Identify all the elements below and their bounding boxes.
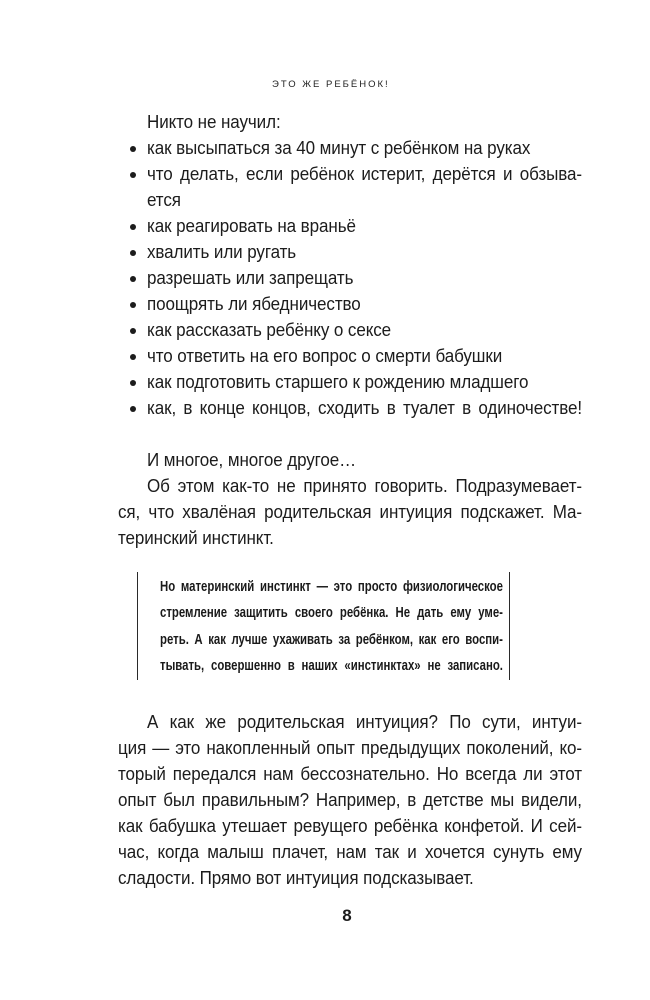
list-item-line	[118, 395, 582, 421]
list-intro-text: Никто не научил:	[147, 111, 281, 132]
list-item	[118, 291, 582, 317]
list-item	[118, 213, 582, 239]
line-text: как рассказать ребёнку о сексе	[147, 319, 392, 340]
list-item	[118, 369, 582, 395]
paragraph-line	[118, 709, 582, 735]
list-item-line	[118, 213, 582, 239]
line-text: торый передался нам бессознательно. Но всегда ли этот	[118, 763, 582, 785]
callout-line	[138, 653, 509, 679]
paragraph-line	[118, 839, 582, 865]
line-text: ция — это накопленный опыт предыдущих поколений, ко-	[118, 737, 582, 759]
paragraph-line	[118, 447, 582, 473]
closing-paragraph	[118, 709, 582, 891]
paragraph-line	[118, 813, 582, 839]
line-text: ется	[147, 189, 181, 210]
line-text: Об этом как-то не принято говорить. Подразумевает-	[147, 475, 582, 496]
callout-quote	[137, 572, 510, 680]
paragraph-line	[118, 865, 582, 891]
line-text: как бабушка утешает ревущего ребёнка конфетой. И сей-	[118, 815, 582, 837]
line-text: теринский инстинкт.	[118, 527, 274, 548]
line-text: ся, что хвалёная родительская интуиция подскажет. Ма-	[118, 501, 582, 522]
line-text: как, в конце концов, сходить в туалет в одиночестве!	[147, 397, 582, 418]
line-text: как реагировать на враньё	[147, 215, 356, 236]
list-item-line	[118, 343, 582, 369]
line-text: поощрять ли ябедничество	[147, 293, 361, 314]
line-text: реть. А как лучше ухаживать за ребёнком, как его воспи-	[159, 631, 503, 648]
list-item-line	[118, 317, 582, 343]
text-column	[118, 109, 582, 891]
callout-line	[138, 627, 509, 653]
paragraph-line	[118, 761, 582, 787]
line-text: хвалить или ругать	[147, 241, 297, 262]
line-text: как высыпаться за 40 минут с ребёнком на руках	[147, 137, 531, 158]
paragraph-line	[118, 787, 582, 813]
line-text: что делать, если ребёнок истерит, дерётся и обзыва-	[147, 163, 582, 184]
page-number: 8	[342, 906, 352, 925]
callout-line	[138, 600, 509, 626]
line-text: стремление защитить своего ребёнка. Не дать ему уме-	[159, 605, 503, 622]
line-text: Но материнский инстинкт — это просто физиологическое	[159, 579, 503, 595]
list-item-line	[118, 265, 582, 291]
list-item	[118, 265, 582, 291]
list-item-line	[118, 161, 582, 187]
line-text: что ответить на его вопрос о смерти бабушки	[147, 345, 503, 366]
list-item	[118, 135, 582, 161]
line-text: тывать, совершенно в наших «инстинктах» не записано.	[159, 657, 503, 674]
paragraph	[118, 447, 582, 473]
list-intro	[118, 109, 582, 135]
paragraph-line	[118, 525, 582, 551]
line-text: И многое, многое другое…	[147, 449, 357, 470]
callout-line	[138, 574, 509, 600]
list-item	[118, 161, 582, 213]
list-item-line	[118, 239, 582, 265]
line-text: А как же родительская интуиция? По сути, интуи-	[147, 711, 582, 733]
list-item	[118, 239, 582, 265]
line-text: сладости. Прямо вот интуиция подсказывает.	[118, 867, 474, 889]
list-item-line	[118, 369, 582, 395]
running-head: ЭТО ЖЕ РЕБЁНОК!	[272, 79, 390, 90]
line-text: опыт был правильным? Например, в детстве мы видели,	[118, 789, 582, 811]
paragraph	[118, 473, 582, 551]
list-item-line	[118, 291, 582, 317]
list-item-line	[118, 187, 582, 213]
paragraph-line	[118, 735, 582, 761]
bullet-list	[118, 135, 582, 421]
line-text: как подготовить старшего к рождению младшего	[147, 371, 529, 392]
paragraph-line	[118, 473, 582, 499]
paragraph-line	[118, 499, 582, 525]
list-item	[118, 343, 582, 369]
list-item	[118, 317, 582, 343]
line-text: разрешать или запрещать	[147, 267, 354, 288]
line-text: час, когда малыш плачет, нам так и хочется сунуть ему	[118, 841, 582, 863]
list-item	[118, 395, 582, 421]
list-item-line	[118, 135, 582, 161]
